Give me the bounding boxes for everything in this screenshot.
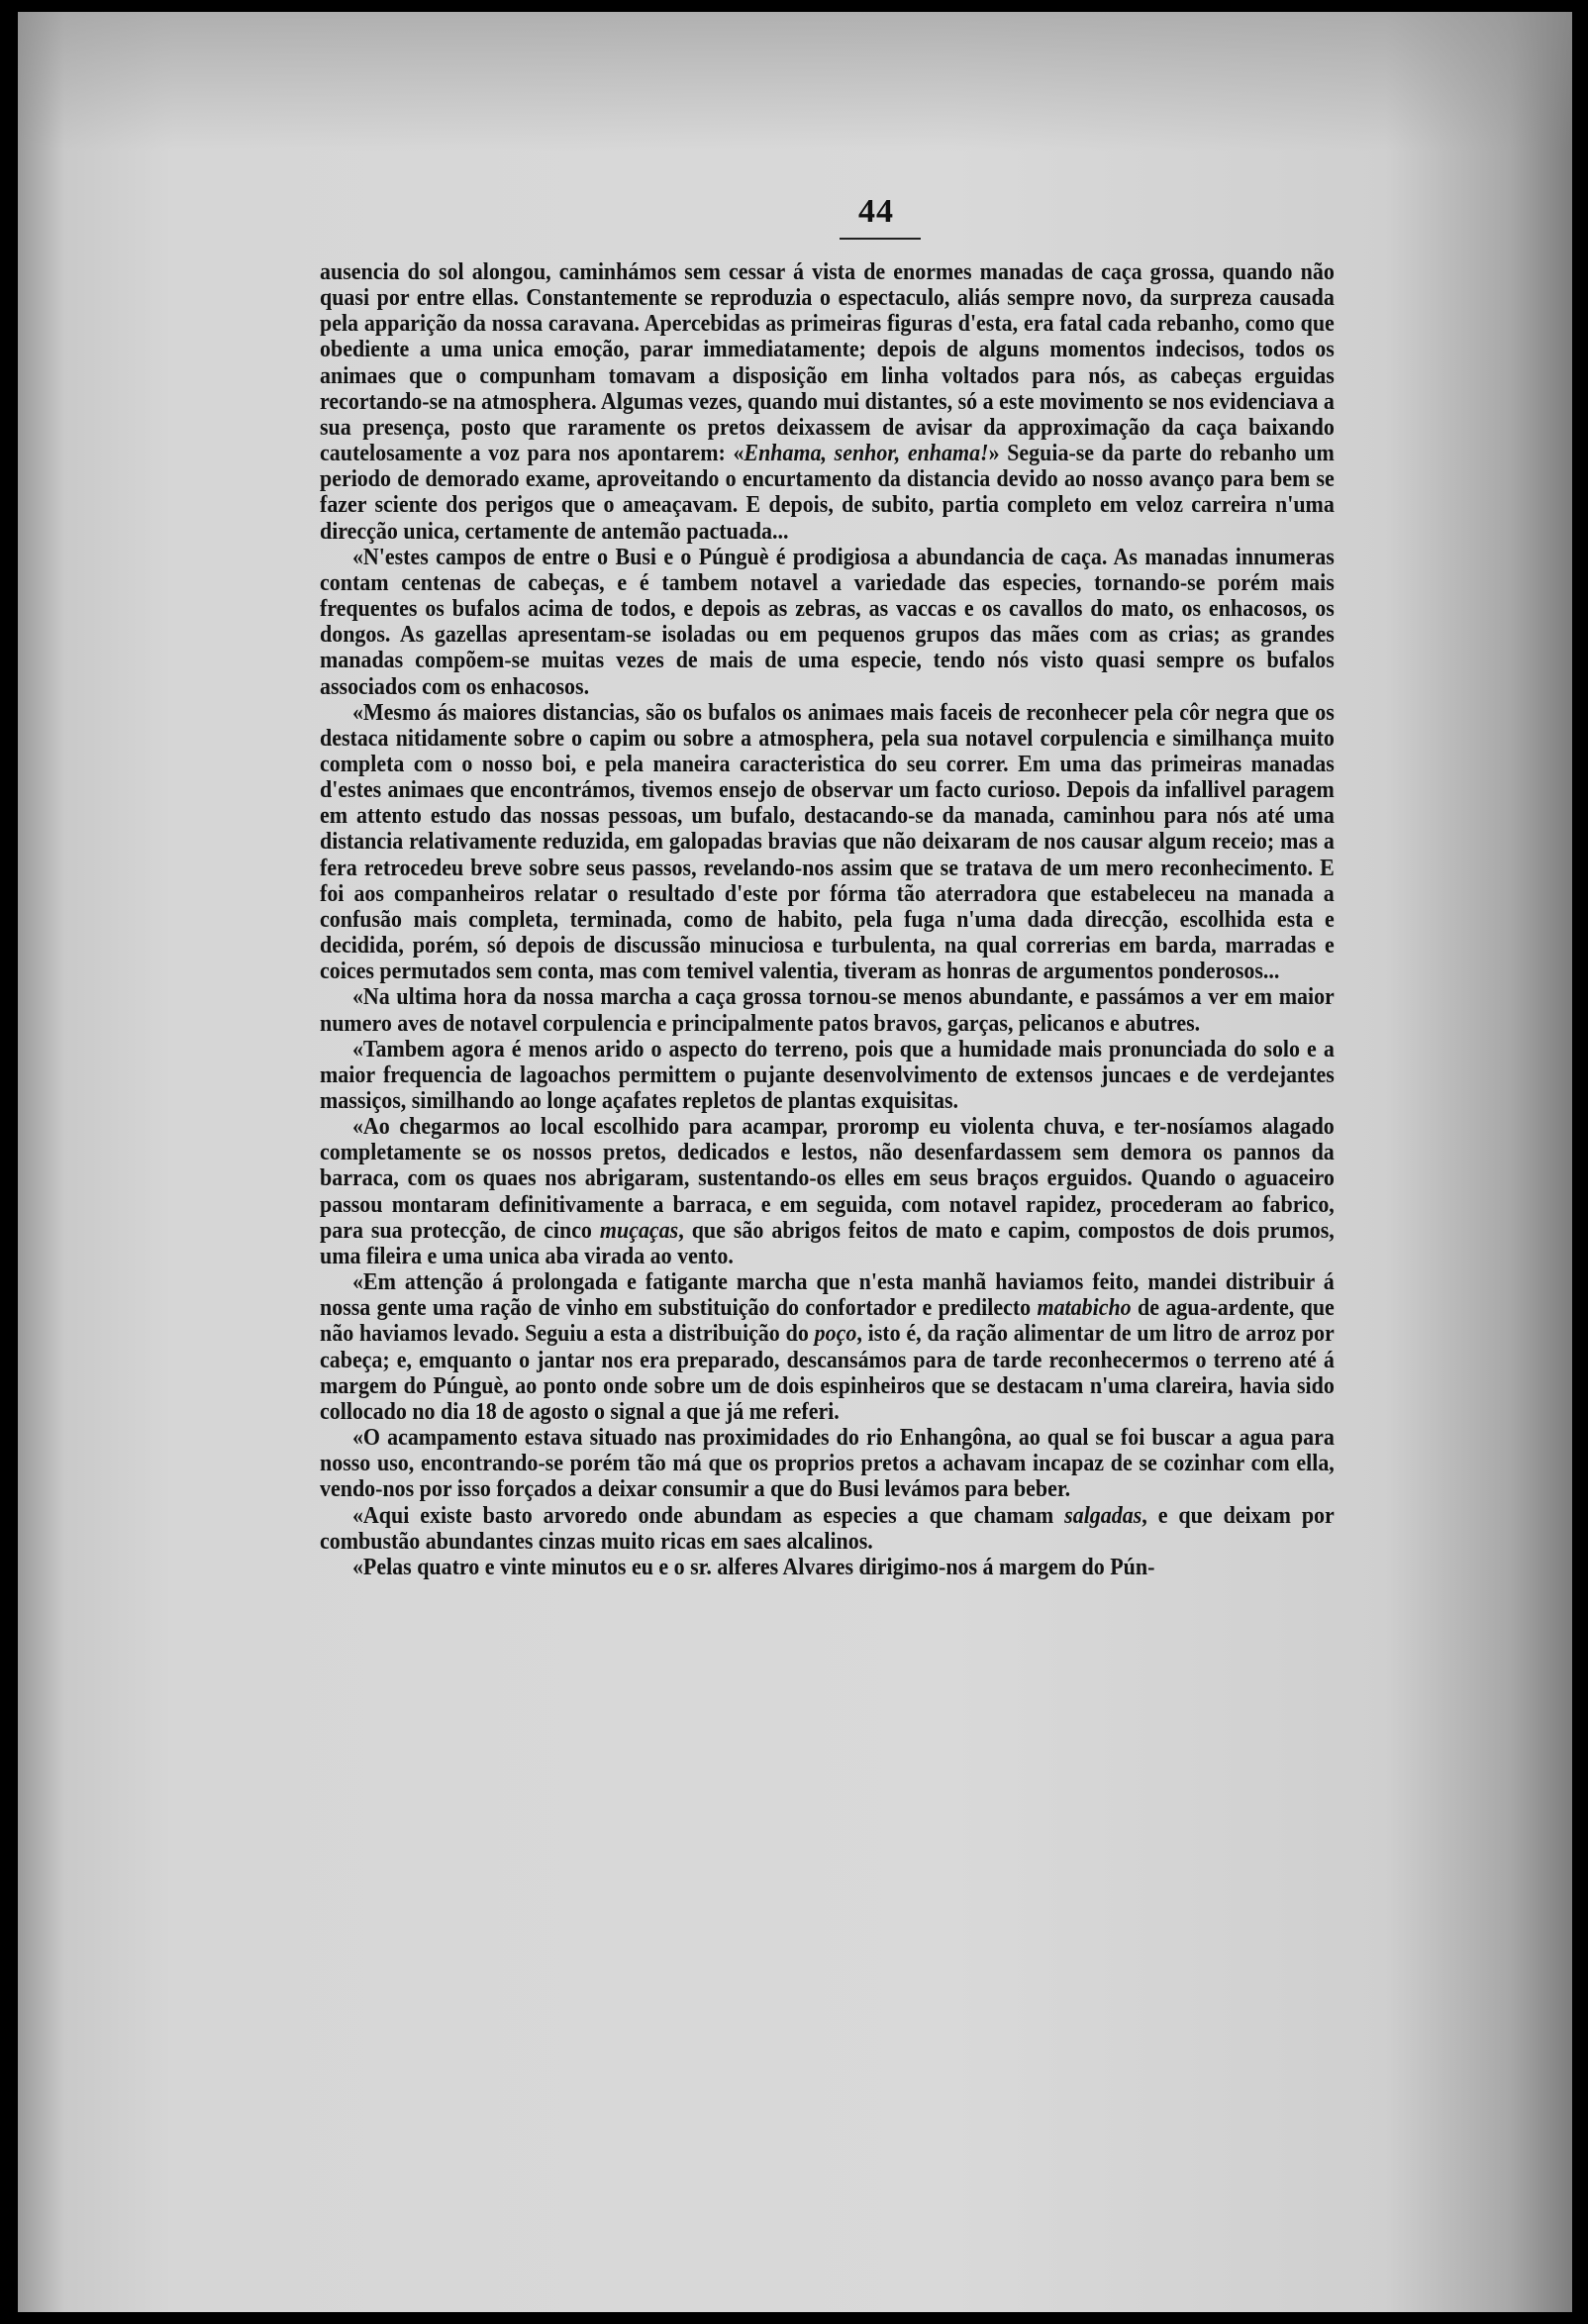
text-run: «O acampamento estava situado nas proximidades do rio Enhangôna, ao qual se foi buscar a agua para nosso uso, encontrando-se porém tão má que os proprios pretos a achavam incapaz de se cozinhar com ella, vendo-nos por isso forçados a deixar consumir a que do Busi levámos para beber. [320,1425,1335,1503]
text-run: «Tambem agora é menos arido o aspecto do terreno, pois que a humidade mais pronunciada do solo e a maior frequencia de lagoachos permittem o pujante desenvolvimento de extensos juncaes e de verdejantes massiços, similhando ao longe açafates repletos de plantas exquisitas. [320,1036,1335,1114]
text-run: «Mesmo ás maiores distancias, são os bufalos os animaes mais faceis de reconhecer pela côr negra que os destaca nitidamente sobre o capim ou sobre a atmosphera, pela sua notavel corpulencia e similhança muito completa com o nosso boi, e pela maneira caracteristica do seu correr. Em uma das primeiras manadas d'estes animaes que encontrámos, tivemos ensejo de observar um facto curioso. Depois da infallivel paragem em attento estudo das nossas pessoas, um bufalo, destacando-se da manada, caminhou para nós até uma distancia relativamente reduzida, em galopadas bravias que não deixaram de nos causar algum receio; mas a fera retrocedeu breve sobre seus passos, revelando-nos assim que se tratava de um mero reconhecimento. E foi aos companheiros relatar o resultado d'este por fórma tão aterradora que estabeleceu na manada a confusão mais completa, terminada, como de habito, pela fuga n'uma dada direcção, escolhida esta e decidida, porém, só depois de discussão minuciosa e turbulenta, na qual correrias em barda, marradas e coices permutados sem conta, mas com temivel valentia, tiveram as honras de argumentos ponderosos... [320,699,1335,985]
text-run: «N'estes campos de entre o Busi e o Púnguè é prodigiosa a abundancia de caça. As manadas innumeras contam centenas de cabeças, e é tambem notavel a variedade das especies, tornando-se porém mais frequentes os bufalos acima de todos, e depois as zebras, as vaccas e os cavallos do mato, os enhacosos, os dongos. As gazellas apresentam-se isoladas ou em pequenos grupos das mães com as crias; as grandes manadas compõem-se muitas vezes de mais de uma especie, tendo nós visto quasi sempre os bufalos associados com os enhacosos. [320,544,1335,700]
paragraph [320,984,1335,1036]
paragraph [320,1503,1335,1555]
paragraph [320,259,1335,545]
page-number: 44 [858,193,894,230]
text-run: , que são abrigos feitos de mato e capim, compostos de dois prumos, uma fileira e uma unica aba virada ao vento. [320,1217,1335,1269]
text-run: ausencia do sol alongou, caminhámos sem cessar á vista de enormes manadas de caça grossa, quando não quasi por entre ellas. Constantemente se reproduzia o espectaculo, aliás sempre novo, da surpreza causada pela apparição da nossa caravana. Apercebidas as primeiras figuras d'esta, era fatal cada rebanho, como que obediente a uma unica emoção, parar immediatamente; depois de alguns momentos indecisos, todos os animaes que o compunham tomavam a disposição em linha voltados para nós, as cabeças erguidas recortando-se na atmosphera. Algumas vezes, quando mui distantes, só a este movimento se nos evidenciava a sua presença, posto que raramente os pretos deixassem de avisar da approximação da caça baixando cautelosamente a voz para nos apontarem: « [320,259,1335,467]
italic-term: Enhama, senhor, enhama! [744,441,989,467]
paragraph [320,700,1335,985]
scanned-page [18,12,1572,2312]
paragraph [320,1114,1335,1269]
paragraph [320,1269,1335,1425]
text-run: , isto é, da ração alimentar de um litro de arroz por cabeça; e, emquanto o jantar nos era preparado, descansámos para de tarde reconhecermos o terreno até á margem do Púnguè, ao ponto onde sobre um de dois espinheiros que se destacam n'uma clareira, havia sido collocado no dia 18 de agosto o signal a que já me referi. [320,1321,1335,1425]
text-run: «Ao chegarmos ao local escolhido para acampar, proromp eu violenta chuva, e ter-nosíamos alagado completamente se os nossos pretos, dedicados e lestos, não desenfardassem sem demora os pannos da barraca, com os quaes nos abrigaram, sustentando-os elles em seus braços erguidos. Quando o aguaceiro passou montaram definitivamente a barraca, e em seguida, com notavel rapidez, procederam ao fabrico, para sua protecção, de cinco [320,1114,1335,1244]
text-run: de agua-ardente, que não haviamos levado. Seguiu a esta a distribuição do [320,1295,1335,1348]
body-text [320,259,1335,1580]
paragraph [320,1555,1335,1580]
italic-term: salgadas [1064,1502,1142,1529]
paragraph [320,1425,1335,1502]
text-run: «Em attenção á prolongada e fatigante marcha que n'esta manhã haviamos feito, mandei distribuir á nossa gente uma ração de vinho em substituição do confortador e predilecto [320,1269,1335,1322]
italic-term: matabicho [1037,1295,1132,1322]
text-run: «Na ultima hora da nossa marcha a caça grossa tornou-se menos abundante, e passámos a ver em maior numero aves de notavel corpulencia e principalmente patos bravos, garças, pelicanos e abutres. [320,984,1335,1037]
page-number-rule [840,238,921,240]
italic-term: poço [814,1321,857,1348]
text-run: , e que deixam por combustão abundantes cinzas muito ricas em saes alcalinos. [320,1502,1335,1555]
italic-term: muçaças [599,1217,679,1244]
text-run: » Seguia-se da parte do rebanho um periodo de demorado exame, aproveitando o encurtamento da distancia devido ao nosso avanço para bem se fazer sciente dos perigos que o ameaçavam. E depois, de subito, partia completo em veloz carreira n'uma direcção unica, certamente de antemão pactuada... [320,441,1335,545]
text-run: «Pelas quatro e vinte minutos eu e o sr. alferes Alvares dirigimo-nos á margem do Pún- [351,1554,1155,1580]
paragraph [320,1037,1335,1114]
text-run: «Aqui existe basto arvoredo onde abundam as especies a que chamam [351,1502,1065,1529]
paragraph [320,545,1335,700]
